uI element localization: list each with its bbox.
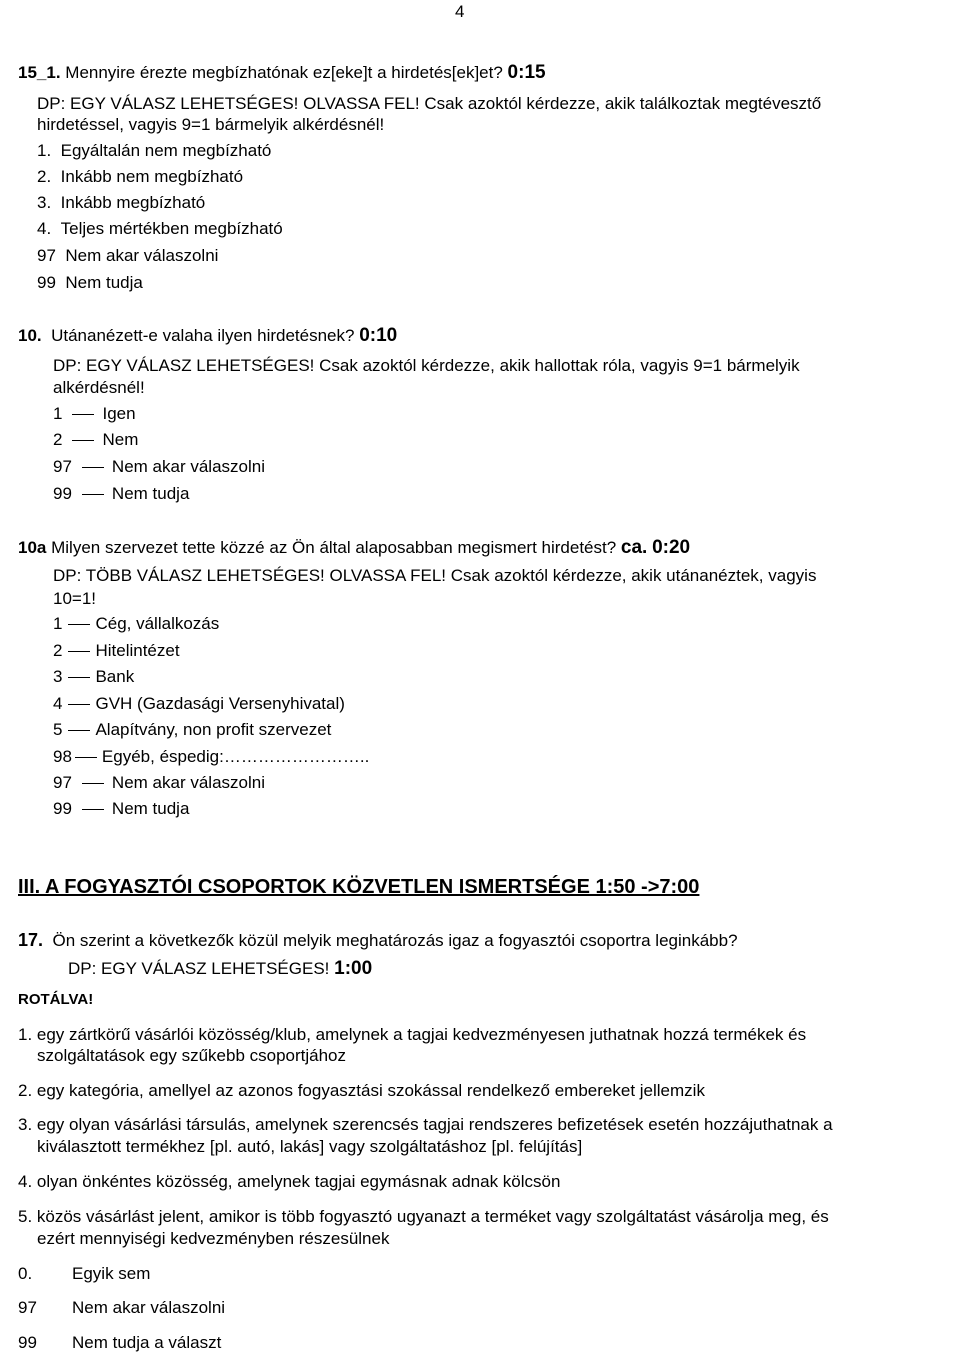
question-17-heading [18, 930, 738, 951]
answer-option: 98 Egyéb, éspedig:…………………….. [53, 747, 370, 766]
question-time: 0:10 [359, 325, 398, 346]
answer-option: 4. olyan önkéntes közösség, amelynek tagjai egymásnak adnak kölcsön [18, 1172, 561, 1191]
answer-option: 99 Nem tudja a választ [18, 1333, 222, 1352]
answer-option: 97 Nem akar válaszolni [18, 1298, 226, 1317]
answer-option: 0. Egyik sem [18, 1264, 151, 1283]
question-15-1-heading [18, 63, 546, 83]
answer-option: 2. Inkább nem megbízható [37, 167, 244, 186]
question-time-prefix: ca. [620, 537, 648, 558]
answer-option: 4. Teljes mértékben megbízható [37, 219, 283, 238]
answer-option: 99 Nem tudja [53, 484, 190, 503]
answer-option: 3. Inkább megbízható [37, 193, 206, 212]
answer-option: 99 Nem tudja [37, 273, 143, 292]
question-time: 0:20 [652, 537, 691, 558]
question-number: 10a [18, 538, 47, 557]
question-time: 0:15 [507, 62, 546, 83]
question-10-heading [18, 326, 397, 346]
instruction-line: DP: TÖBB VÁLASZ LEHETSÉGES! OLVASSA FEL! Csak azoktól kérdezze, akik utánanéztek, vagyis [53, 566, 817, 585]
question-text: Mennyire érezte megbízhatónak ez[eke]t a hirdetés[ek]et? [65, 63, 503, 82]
answer-option: 2 Hitelintézet [53, 641, 180, 660]
question-number: 10. [18, 326, 42, 345]
answer-option: 99 Nem tudja [53, 799, 190, 818]
question-time: 1:00 [334, 958, 373, 979]
question-text: Ön szerint a következők közül melyik meghatározás igaz a fogyasztói csoportra leginkább? [52, 931, 738, 950]
instruction-line: hirdetéssel, vagyis 9=1 bármelyik alkérdésnél! [37, 115, 385, 134]
answer-option-continued: ezért mennyiségi kedvezményben részesülnek [37, 1229, 390, 1248]
answer-option: 1. egy zártkörű vásárlói közösség/klub, amelynek a tagjai kedvezményesen juthatnak hozzá termékek és [18, 1025, 807, 1044]
answer-option: 3. egy olyan vásárlási társulás, amelynek szerencsés tagjai rendszeres befizetések esetén hozzájuthatnak a [18, 1115, 833, 1134]
instruction-line: 10=1! [53, 589, 97, 608]
question-text: Milyen szervezet tette közzé az Ön által alaposabban megismert hirdetést? [51, 538, 617, 557]
rotation-note: ROTÁLVA! [18, 991, 94, 1008]
answer-option: 5. közös vásárlást jelent, amikor is több fogyasztó ugyanazt a terméket vagy szolgáltatást vásárolja meg, és [18, 1207, 829, 1226]
instruction-line: DP: EGY VÁLASZ LEHETSÉGES! OLVASSA FEL! Csak azoktól kérdezze, akik találkoztak megtévesztő [37, 94, 822, 113]
answer-option: 1. Egyáltalán nem megbízható [37, 141, 272, 160]
answer-option: 2. egy kategória, amellyel az azonos fogyasztási szokással rendelkező embereket jellemzik [18, 1081, 705, 1100]
answer-option: 2 Nem [53, 430, 139, 449]
answer-option: 4 GVH (Gazdasági Versenyhivatal) [53, 694, 345, 713]
answer-option-continued: kiválasztott termékhez [pl. autó, lakás] vagy szolgáltatáshoz [pl. felújítás] [37, 1137, 583, 1156]
question-number: 15_1. [18, 63, 61, 82]
answer-option: 5 Alapítvány, non profit szervezet [53, 720, 332, 739]
section-title: III. A FOGYASZTÓI CSOPORTOK KÖZVETLEN ISMERTSÉGE 1:50 ->7:00 [18, 876, 700, 898]
instruction-line: DP: EGY VÁLASZ LEHETSÉGES! 1:00 [68, 958, 373, 979]
answer-option: 97 Nem akar válaszolni [53, 457, 265, 476]
answer-option: 97 Nem akar válaszolni [37, 246, 219, 265]
question-number: 17. [18, 930, 44, 950]
answer-option: 1 Cég, vállalkozás [53, 614, 220, 633]
answer-option: 97 Nem akar válaszolni [53, 773, 265, 792]
page-number: 4 [455, 2, 465, 21]
instruction-line: alkérdésnél! [53, 378, 145, 397]
instruction-line: DP: EGY VÁLASZ LEHETSÉGES! Csak azoktól kérdezze, akik hallottak róla, vagyis 9=1 bármelyik [53, 356, 800, 375]
question-text: Utánanézett-e valaha ilyen hirdetésnek? [51, 326, 355, 345]
answer-option: 1 Igen [53, 404, 136, 423]
answer-option-continued: szolgáltatások egy szűkebb csoportjához [37, 1046, 347, 1065]
question-10a-heading [18, 538, 690, 558]
answer-option: 3 Bank [53, 667, 135, 686]
